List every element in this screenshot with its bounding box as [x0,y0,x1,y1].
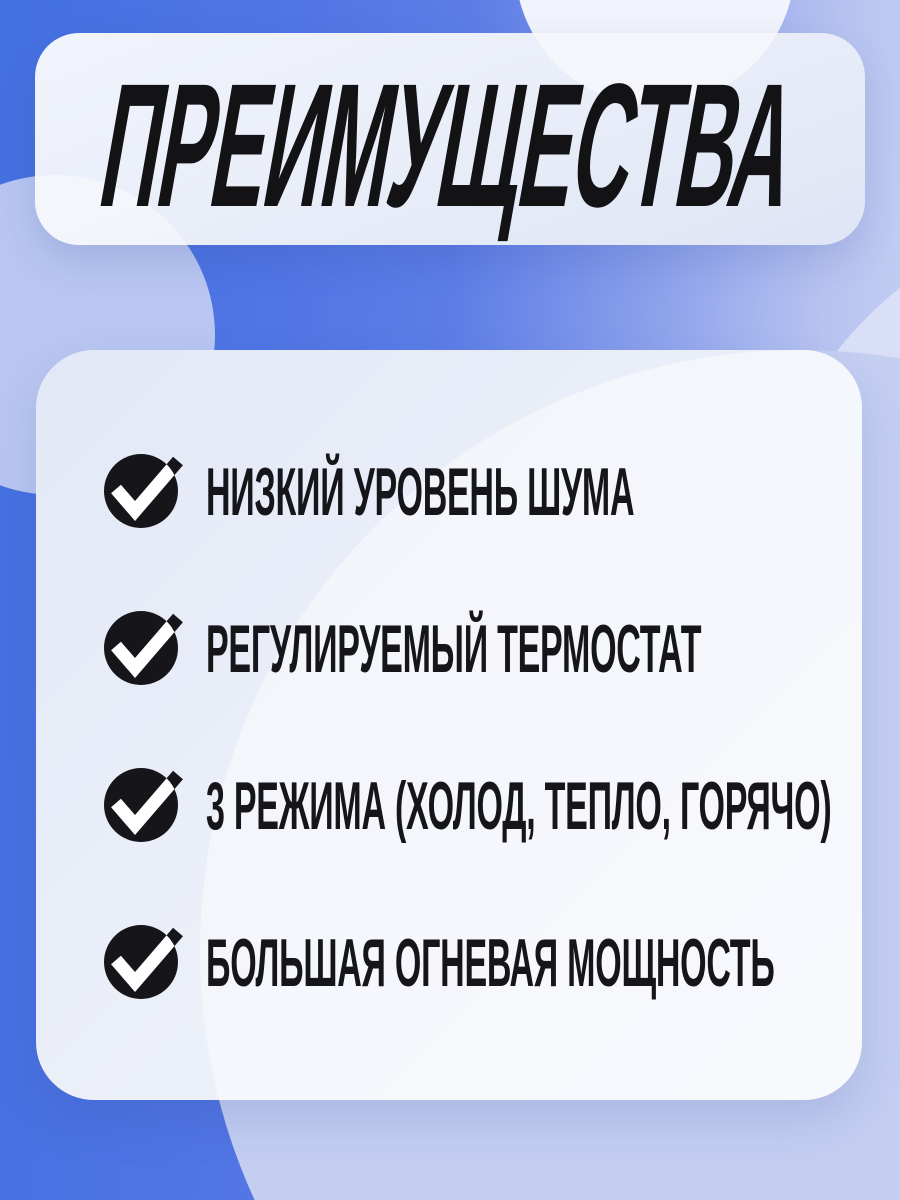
benefit-label: НИЗКИЙ УРОВЕНЬ ШУМА [206,454,635,530]
check-circle-icon [104,607,184,685]
header-banner [35,33,865,245]
benefits-list [36,350,862,999]
check-circle-icon [104,921,184,999]
benefit-label: 3 РЕЖИМА (ХОЛОД, ТЕПЛО, ГОРЯЧО) [206,768,832,844]
benefit-label: РЕГУЛИРУЕМЫЙ ТЕРМОСТАТ [206,611,702,687]
benefit-item [104,607,852,685]
check-circle-icon [104,450,184,528]
check-circle-icon [104,764,184,842]
benefit-item [104,921,852,999]
benefits-card [36,350,862,1100]
benefit-label: БОЛЬШАЯ ОГНЕВАЯ МОЩНОСТЬ [206,925,775,1001]
benefit-item [104,450,852,528]
benefit-item [104,764,852,842]
page-title: ПРЕИМУЩЕСТВА [88,47,810,244]
